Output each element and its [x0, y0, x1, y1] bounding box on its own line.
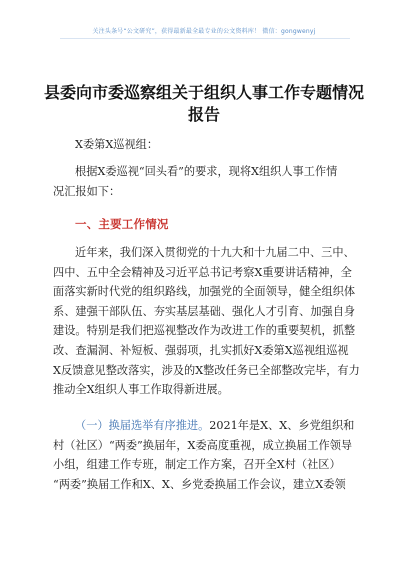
body-paragraph [53, 243, 360, 400]
header-banner: 关注头条号“公文研究”，获得最新最全最专业的公文资料库！ 微信：gongwenyj [92, 28, 316, 35]
paragraph-line: 系、建强干部队伍、夯实基层基础、强化人才引育、加强自身 [53, 304, 356, 318]
paragraph-line: X反馈意见整改落实，涉及的X整改任务已全部整改完毕，有力 [53, 363, 360, 377]
paragraph-line: 近年来，我们深入贯彻党的十九大和十九届二中、三中、 [75, 246, 355, 259]
intro-paragraph [53, 162, 357, 201]
paragraph-line [53, 416, 357, 436]
intro-line: 况汇报如下： [53, 184, 121, 198]
paragraph-line: 小组，组建工作专班，制定工作方案，召开全X村（社区） [53, 458, 341, 472]
subsection-title: （一）换届选举有序推进。 [75, 419, 210, 432]
document-title-line-2: 报告 [187, 105, 220, 124]
subsection-text: 2021年是X、X、乡党组织和 [209, 419, 355, 432]
salutation-text: X委第X巡视组： [75, 138, 159, 151]
subsection-paragraph [53, 416, 357, 494]
paragraph-line: 面落实新时代党的组织路线，加强党的全面领导，健全组织体 [53, 285, 356, 299]
intro-line: 根据X委巡视“回头看”的要求，现将X组织人事工作情 [75, 165, 338, 178]
paragraph-line: 改、查漏洞、补短板、强弱项，扎实抓好X委第X巡视组巡视 [53, 343, 349, 357]
salutation [53, 135, 357, 155]
paragraph-line: 四中、五中全会精神及习近平总书记考察X重要讲话精神，全 [53, 265, 352, 279]
section-heading: 一、主要工作情况 [75, 217, 169, 231]
paragraph-line: 村（社区）“两委”换届年，X委高度重视，成立换届工作领导 [53, 438, 353, 452]
banner-divider [60, 38, 350, 39]
paragraph-line: “两委”换届工作和X、X、乡党委换届工作会议，建立X委领 [53, 477, 346, 491]
paragraph-line: 建设。特别是我们把巡视整改作为改进工作的重要契机，抓整 [53, 324, 356, 338]
document-title-line-1: 县委向市委巡察组关于组织人事工作专题情况 [43, 83, 364, 102]
paragraph-line: 推动全X组织人事工作取得新进展。 [53, 383, 229, 397]
